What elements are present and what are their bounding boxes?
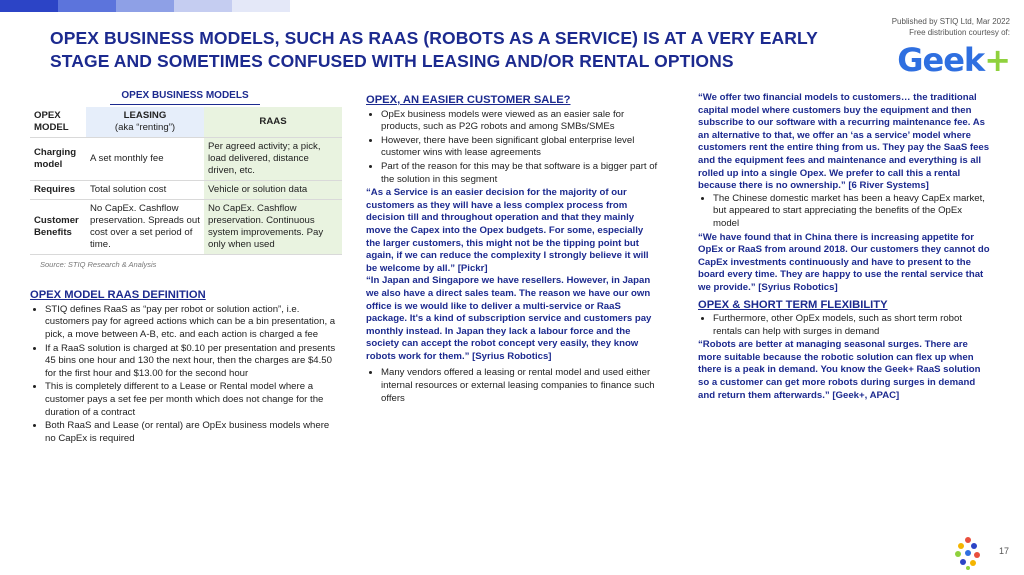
leasing-cell: A set monthly fee xyxy=(86,137,204,180)
logo-text: Geek xyxy=(897,41,985,79)
list-item: • Part of the reason for this may be that software is a bigger part of the solution in this segment xyxy=(381,161,658,186)
list-item: • However, there have been significant global enterprise level customer wins with lease agreements xyxy=(381,135,658,160)
middle-column xyxy=(366,94,658,406)
leasing-subtitle: (aka “renting”) xyxy=(114,121,176,133)
table-header-row xyxy=(30,107,342,138)
table-row xyxy=(30,199,342,254)
color-block xyxy=(232,0,290,12)
table-source: Source: STIQ Research & Analysis xyxy=(40,259,157,269)
list-item: • Both RaaS and Lease (or rental) are OpEx business models where no CapEx is required xyxy=(45,420,342,445)
list-item: • If a RaaS solution is charged at $0.10 per presentation and presents 45 bins one hour and 130 the next hour, then the charges are $4.50 for the first hour and $13.00 for the second hour xyxy=(45,343,342,381)
color-block xyxy=(58,0,116,12)
right-column xyxy=(698,92,990,402)
header-label: OPEX MODEL xyxy=(30,107,86,138)
row-label: Requires xyxy=(30,180,86,199)
opex-models-table xyxy=(30,107,342,255)
top-color-bar xyxy=(0,0,290,12)
quote-6-river: “We offer two financial models to customers… the traditional capital model where customers buy the equipment and then subscribe to our software with a recurring maintenance fee. As an alternative to that, we offer an ‘as a service’ model where customers rent the entire thing from us. They pay the SaaS fees and the equipment fees and maintenance and everything is all rolled up into a single Opex. We prefer to call this a rental because there is no ownership.” [6 River Systems] xyxy=(698,92,990,192)
leasing-cell: No CapEx. Cashflow preservation. Spreads out cost over a set period of time. xyxy=(86,199,204,254)
quote-syrius: “In Japan and Singapore we have resellers. However, in Japan we also have a direct sales team. The reason we have our own office is we would like to deliver a multi-service or RaaS package. It's a kind of subscription service and customers pay monthly instead. In Japan they lack a labour force and the society can accept the robot concept very easily, they know robots work for them.” [Syrius Robotics] xyxy=(366,275,652,362)
color-block xyxy=(174,0,232,12)
list-item: • OpEx business models were viewed as an easier sale for products, such as P2G robots and among SMBs/SMEs xyxy=(381,109,658,134)
leasing-title: LEASING xyxy=(123,109,167,121)
table-title: OPEX BUSINESS MODELS xyxy=(110,90,260,105)
raas-cell: Vehicle or solution data xyxy=(204,180,342,199)
publisher-note xyxy=(892,16,1010,38)
quote-geek-plus: “Robots are better at managing seasonal surges. There are more suitable because the robotic solution can flex up when there is a peak in demand. You know the Geek+ RaaS solution so a customer can get more robots during surges in demand and return them afterwards.” [Geek+, APAC] xyxy=(698,339,981,401)
raas-header: RAAS xyxy=(204,107,342,138)
vendor-list xyxy=(366,367,658,405)
raas-cell: Per agreed activity; a pick, load delivered, distance driven, etc. xyxy=(204,137,342,180)
flexibility-heading: OPEX & SHORT TERM FLEXIBILITY xyxy=(698,298,888,311)
list-item: • The Chinese domestic market has been a heavy CapEx market, but appeared to start appreciating the benefits of the OpEx model xyxy=(713,193,990,231)
quote-syrius-china: “We have found that in China there is increasing appetite for OpEx or RaaS from around 2018. Our customers they cannot do CapEx investments continuously and have to present to the board every time. They are happy to use the rental service that we provide.” [Syrius Robotics] xyxy=(698,231,990,293)
row-label: Charging model xyxy=(30,137,86,180)
table-row xyxy=(30,180,342,199)
raas-definition-list xyxy=(30,304,342,446)
raas-definition-heading: OPEX MODEL RAAS DEFINITION xyxy=(30,289,206,302)
list-item: • Many vendors offered a leasing or rental model and used either internal resources or external leasing companies to finance such offers xyxy=(381,367,658,405)
logo-plus: + xyxy=(984,41,1010,79)
geek-plus-logo xyxy=(897,41,1010,79)
flexibility-list xyxy=(698,313,990,338)
color-block xyxy=(0,0,58,12)
table-row xyxy=(30,137,342,180)
raas-cell: No CapEx. Cashflow preservation. Continuous system improvements. Pay only when used xyxy=(204,199,342,254)
slide-title: OPEX BUSINESS MODELS, SUCH AS RAAS (ROBOTS AS A SERVICE) IS AT A VERY EARLY STAGE AND SOMETIMES CONFUSED WITH LEASING AND/OR RENTAL OPTIONS xyxy=(50,28,818,71)
color-block xyxy=(116,0,174,12)
list-item: • STIQ defines RaaS as “pay per robot or solution action”, i.e. customers pay for agreed actions which can be a bin presentation, a pick, a move between A-B, etc. and each action is charged a fee xyxy=(45,304,342,342)
list-item: • Furthermore, other OpEx models, such as short term robot rentals can help with surges in demand xyxy=(713,313,990,338)
published-text: Published by STIQ Ltd, Mar 2022 xyxy=(891,17,1010,26)
list-item: • This is completely different to a Lease or Rental model where a customer pays a set fee per month which does not change for the duration of a contract xyxy=(45,381,342,419)
left-column xyxy=(30,90,342,446)
page-number: 17 xyxy=(999,546,1010,556)
easier-sale-list xyxy=(366,109,658,187)
china-list xyxy=(698,193,990,231)
distribution-text: Free distribution courtesy of: xyxy=(909,28,1010,37)
quote-pickr: “As a Service is an easier decision for the majority of our customers as they will have a less complex process from decision till and throughout operation and that they mainly move the Capex into the Opex budgets. For some, especially the larger customers, this might not be the tipping point but again, if we can reduce the complexity I strongly believe it will be welcome by all.” [Pickr] xyxy=(366,187,649,274)
easier-sale-heading: OPEX, AN EASIER CUSTOMER SALE? xyxy=(366,94,571,106)
leasing-header xyxy=(86,107,204,138)
leasing-cell: Total solution cost xyxy=(86,180,204,199)
stiq-dots-icon xyxy=(954,536,982,570)
row-label: Customer Benefits xyxy=(30,199,86,254)
